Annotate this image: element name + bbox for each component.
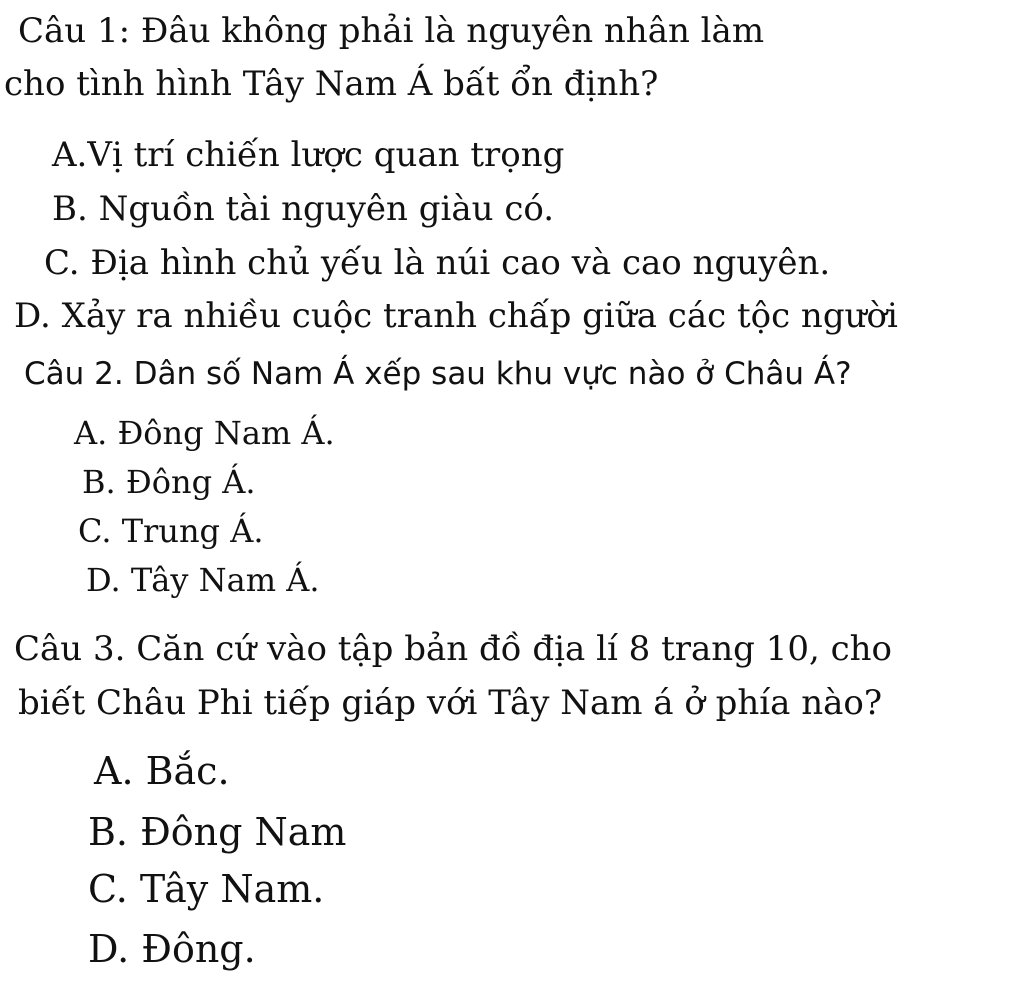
question-3-text-line-1: Câu 3. Căn cứ vào tập bản đồ địa lí 8 trang 10, cho [14, 629, 893, 669]
question-1-option-a: A.Vị trí chiến lược quan trọng [52, 135, 565, 175]
question-3-text-line-2: biết Châu Phi tiếp giáp với Tây Nam á ở phía nào? [18, 683, 883, 723]
question-3-option-d: D. Đông. [88, 927, 256, 971]
question-2-option-a: A. Đông Nam Á. [74, 414, 335, 452]
question-2-option-d: D. Tây Nam Á. [86, 561, 320, 599]
question-1-text-line-2: cho tình hình Tây Nam Á bất ổn định? [4, 64, 659, 104]
question-3-option-a: A. Bắc. [94, 749, 230, 793]
question-2-option-c: C. Trung Á. [78, 512, 264, 550]
question-2-option-b: B. Đông Á. [82, 463, 256, 501]
question-1-option-b: B. Nguồn tài nguyên giàu có. [52, 189, 555, 229]
question-1-option-c: C. Địa hình chủ yếu là núi cao và cao nguyên. [44, 243, 831, 283]
question-3-option-b: B. Đông Nam [88, 810, 347, 854]
question-3-option-c: C. Tây Nam. [88, 867, 325, 911]
question-1-text-line-1: Câu 1: Đâu không phải là nguyên nhân làm [18, 11, 765, 51]
question-2-text: Câu 2. Dân số Nam Á xếp sau khu vực nào ở Châu Á? [24, 356, 852, 392]
question-1-option-d: D. Xảy ra nhiều cuộc tranh chấp giữa các tộc người [14, 296, 898, 336]
